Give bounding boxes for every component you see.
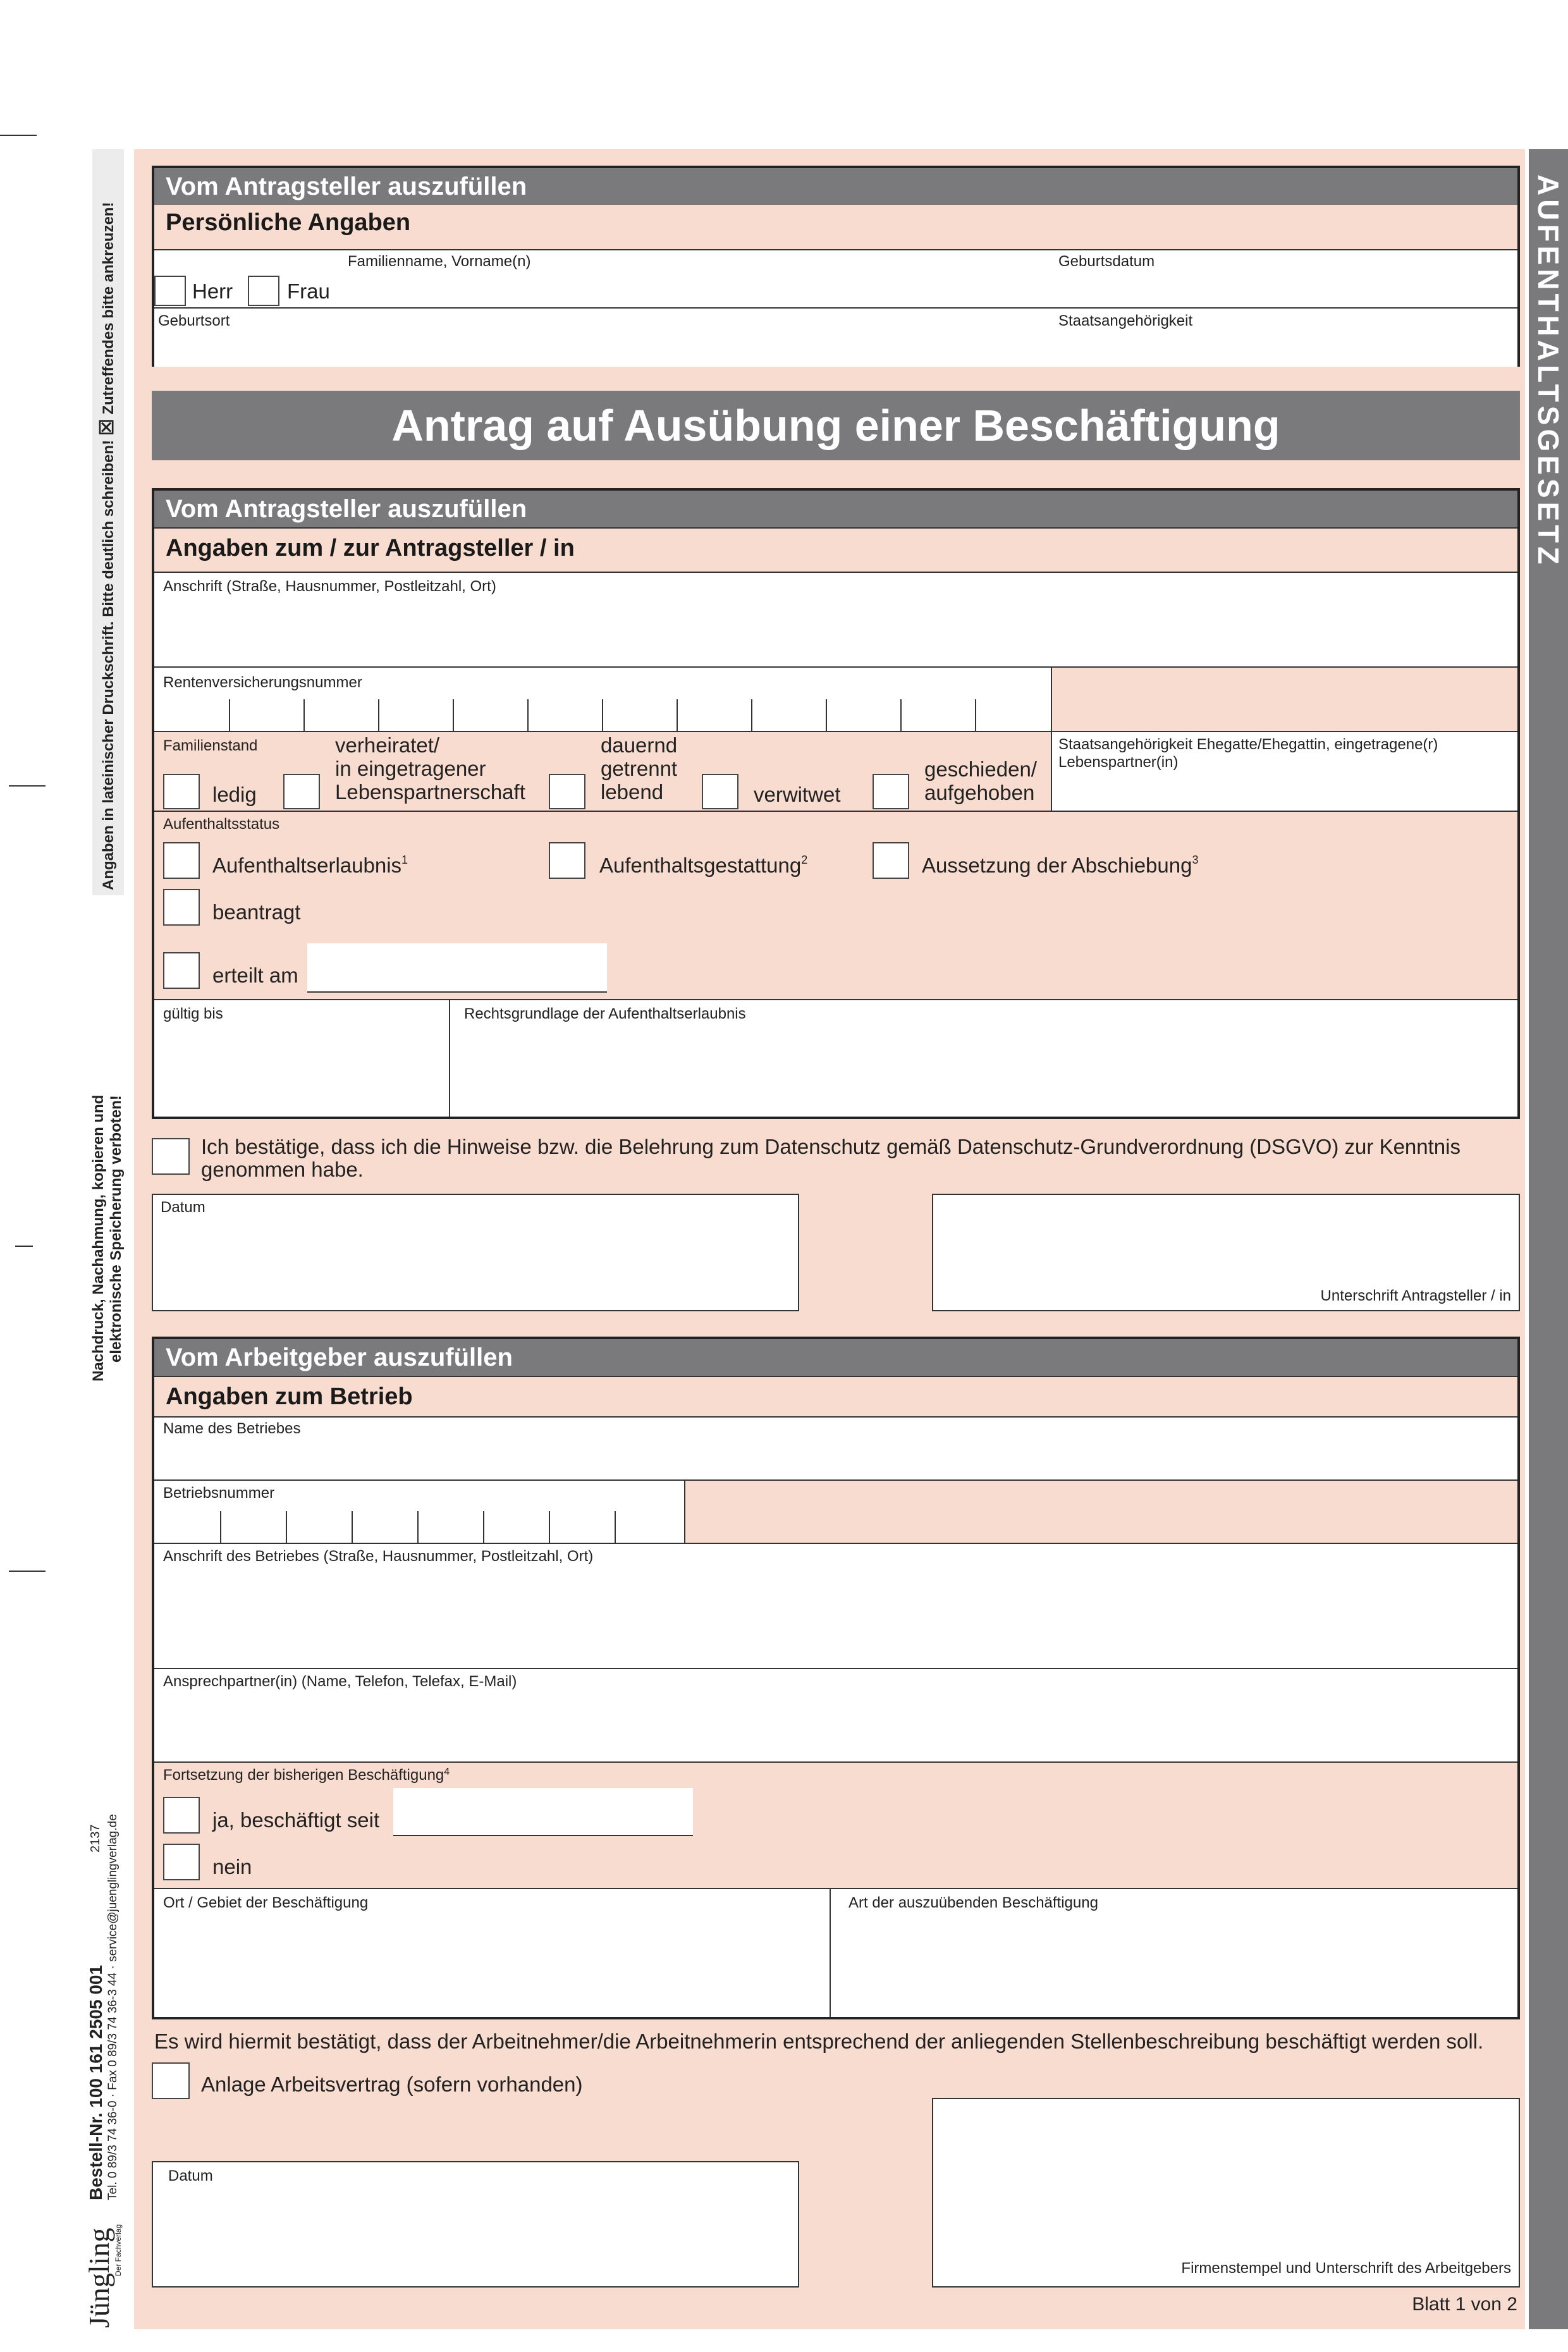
cell-divider <box>549 1511 550 1543</box>
geschieden-label: geschieden/ aufgehoben <box>924 757 1037 804</box>
cell-divider <box>483 1511 484 1543</box>
ledig-checkbox[interactable] <box>163 774 200 809</box>
instruction-text: Angaben in lateinischer Druckschrift. Bitte deutlich schreiben! ☒ Zutreffendes bitte ankreuzen! <box>97 202 118 890</box>
employer-confirmation: Es wird hiermit bestätigt, dass der Arbeitnehmer/die Arbeitnehmerin entsprechend der anliegenden Stellenbeschreibung beschäftigt werden soll. <box>154 2030 1484 2053</box>
legal-basis-label: Rechtsgrundlage der Aufenthaltserlaubnis <box>464 1005 746 1022</box>
marital-label: Familienstand <box>163 737 258 754</box>
privacy-date-label: Datum <box>161 1199 205 1216</box>
pension-digit-cells <box>154 699 1051 731</box>
employer-date-field[interactable] <box>152 2161 799 2288</box>
applicant-section <box>152 488 1520 1119</box>
abschiebung-checkbox[interactable] <box>873 842 909 879</box>
order-number: Bestell-Nr. 100 161 2505 001 <box>86 1964 106 2200</box>
erlaubnis-label: Aufenthaltserlaubnis$^1$ <box>212 854 408 877</box>
beantragt-checkbox[interactable] <box>163 889 200 926</box>
section-subheader: Angaben zum Betrieb <box>166 1383 413 1410</box>
abschiebung-label: Aussetzung der Abschiebung$^3$ <box>922 854 1199 877</box>
getrennt-checkbox[interactable] <box>549 774 585 809</box>
cut-mark <box>9 785 46 787</box>
cut-mark <box>15 1246 33 1247</box>
publisher-subtitle: Der Fachverlag <box>114 2224 123 2276</box>
divider <box>154 249 1517 250</box>
applicant-signature-label: Unterschrift Antragsteller / in <box>1320 1287 1511 1304</box>
ja-checkbox[interactable] <box>163 1797 200 1834</box>
privacy-text: Ich bestätige, dass ich die Hinweise bzw. die Belehrung zum Datenschutz gemäß Datenschutz-Grundverordnung (DSGVO) zur Kenntnis genommen habe. <box>201 1135 1461 1181</box>
pension-label: Rentenversicherungsnummer <box>163 674 362 691</box>
continuation-label: Fortsetzung der bisherigen Beschäftigung$^4$ <box>163 1767 450 1784</box>
geschieden-checkbox[interactable] <box>873 774 909 809</box>
cell-divider <box>751 699 752 731</box>
ja-label: ja, beschäftigt seit <box>212 1808 380 1832</box>
company-stamp-field[interactable] <box>932 2098 1520 2288</box>
herr-label: Herr <box>192 279 233 303</box>
personal-section <box>152 166 1520 367</box>
privacy-date-field[interactable] <box>152 1194 799 1311</box>
company-address-label: Anschrift des Betriebes (Straße, Hausnummer, Postleitzahl, Ort) <box>163 1548 594 1565</box>
employed-since-field[interactable] <box>393 1788 693 1836</box>
divider <box>154 1761 1517 1763</box>
section-subheader: Angaben zum / zur Antragsteller / in <box>166 535 575 561</box>
cell-divider <box>453 699 454 731</box>
cell-divider <box>417 1511 419 1543</box>
herr-checkbox[interactable] <box>154 276 186 306</box>
cell-divider <box>378 699 379 731</box>
publisher-logo: Jüngling <box>83 2227 115 2328</box>
nationality-label: Staatsangehörigkeit <box>1058 312 1193 329</box>
divider <box>154 811 1517 812</box>
cell-divider <box>352 1511 353 1543</box>
sidebar-title: AUFENTHALTSGESETZ <box>1532 175 1565 568</box>
verheiratet-label: verheiratet/ in eingetragener Lebenspartnerschaft <box>335 733 525 804</box>
cut-mark <box>9 1571 46 1572</box>
employment-location-label: Ort / Gebiet der Beschäftigung <box>163 1894 369 1911</box>
employment-type-label: Art der auszuübenden Beschäftigung <box>848 1894 1098 1911</box>
cell-divider <box>826 699 827 731</box>
contract-label: Anlage Arbeitsvertrag (sofern vorhanden) <box>201 2073 583 2096</box>
divider <box>154 1376 1517 1377</box>
cell-divider <box>615 1511 616 1543</box>
erlaubnis-checkbox[interactable] <box>163 842 200 879</box>
contact-line: Tel. 0 89/3 74 36-0 · Fax 0 89/3 74 36-3 44 · service@juenglingverlag.de <box>106 1814 119 2200</box>
verheiratet-checkbox[interactable] <box>283 774 320 809</box>
company-stamp-label: Firmenstempel und Unterschrift des Arbeitgebers <box>1181 2260 1511 2277</box>
section-header: Vom Antragsteller auszufüllen <box>154 491 1517 527</box>
cell-divider <box>975 699 976 731</box>
valid-until-label: gültig bis <box>163 1005 223 1022</box>
section-header: Vom Antragsteller auszufüllen <box>154 168 1517 205</box>
ledig-label: ledig <box>212 783 257 806</box>
copyright-line-2: elektronische Speicherung verboten! <box>107 1095 125 1363</box>
employer-section <box>152 1337 1520 2019</box>
frau-label: Frau <box>287 279 330 303</box>
status-label: Aufenthaltsstatus <box>163 816 280 833</box>
company-name-field[interactable] <box>154 1418 1517 1479</box>
cell-divider <box>527 699 529 731</box>
cell-divider <box>900 699 902 731</box>
cell-divider <box>229 699 230 731</box>
employer-date-label: Datum <box>168 2167 213 2184</box>
section-subheader: Persönliche Angaben <box>166 209 411 236</box>
getrennt-label: dauernd getrennt lebend <box>601 733 678 804</box>
copyright-line-1: Nachdruck, Nachahmung, kopieren und <box>90 1094 107 1381</box>
company-number-label: Betriebsnummer <box>163 1485 275 1502</box>
form-code: 2137 <box>89 1824 102 1853</box>
spouse-nationality-label: Staatsangehörigkeit Ehegatte/Ehegattin, eingetragene(r) Lebenspartner(in) <box>1058 736 1438 771</box>
company-name-label: Name des Betriebes <box>163 1420 301 1437</box>
page-number: Blatt 1 von 2 <box>1412 2294 1517 2315</box>
gestattung-label: Aufenthaltsgestattung$^2$ <box>599 854 808 877</box>
nein-label: nein <box>212 1855 252 1878</box>
erteilt-label: erteilt am <box>212 964 298 987</box>
divider <box>684 1481 685 1543</box>
birthplace-label: Geburtsort <box>158 312 230 329</box>
cell-divider <box>602 699 603 731</box>
checkbox-sample-icon: ☒ <box>97 419 118 436</box>
nein-checkbox[interactable] <box>163 1844 200 1880</box>
form-title: Antrag auf Ausübung einer Beschäftigung <box>152 391 1520 460</box>
right-sidebar <box>1529 149 1568 2329</box>
section-header: Vom Arbeitgeber auszufüllen <box>154 1339 1517 1376</box>
cell-divider <box>286 1511 287 1543</box>
beantragt-label: beantragt <box>212 900 301 924</box>
gestattung-checkbox[interactable] <box>549 842 585 879</box>
birthdate-label: Geburtsdatum <box>1058 253 1155 270</box>
cell-divider <box>303 699 305 731</box>
cell-divider <box>677 699 678 731</box>
contact-person-label: Ansprechpartner(in) (Name, Telefon, Telefax, E-Mail) <box>163 1673 517 1690</box>
divider <box>154 572 1517 573</box>
cell-divider <box>220 1511 221 1543</box>
privacy-checkbox[interactable] <box>152 1138 190 1175</box>
divider <box>154 527 1517 529</box>
cut-mark <box>0 135 37 136</box>
erteilt-checkbox[interactable] <box>163 952 200 989</box>
frau-checkbox[interactable] <box>248 276 279 306</box>
address-label: Anschrift (Straße, Hausnummer, Postleitzahl, Ort) <box>163 578 496 595</box>
erteilt-date-field[interactable] <box>307 943 607 993</box>
contract-checkbox[interactable] <box>152 2062 190 2099</box>
company-digit-cells <box>154 1511 684 1543</box>
divider <box>154 307 1517 309</box>
verwitwet-checkbox[interactable] <box>702 774 738 809</box>
verwitwet-label: verwitwet <box>754 783 841 806</box>
name-label: Familienname, Vorname(n) <box>348 253 531 270</box>
